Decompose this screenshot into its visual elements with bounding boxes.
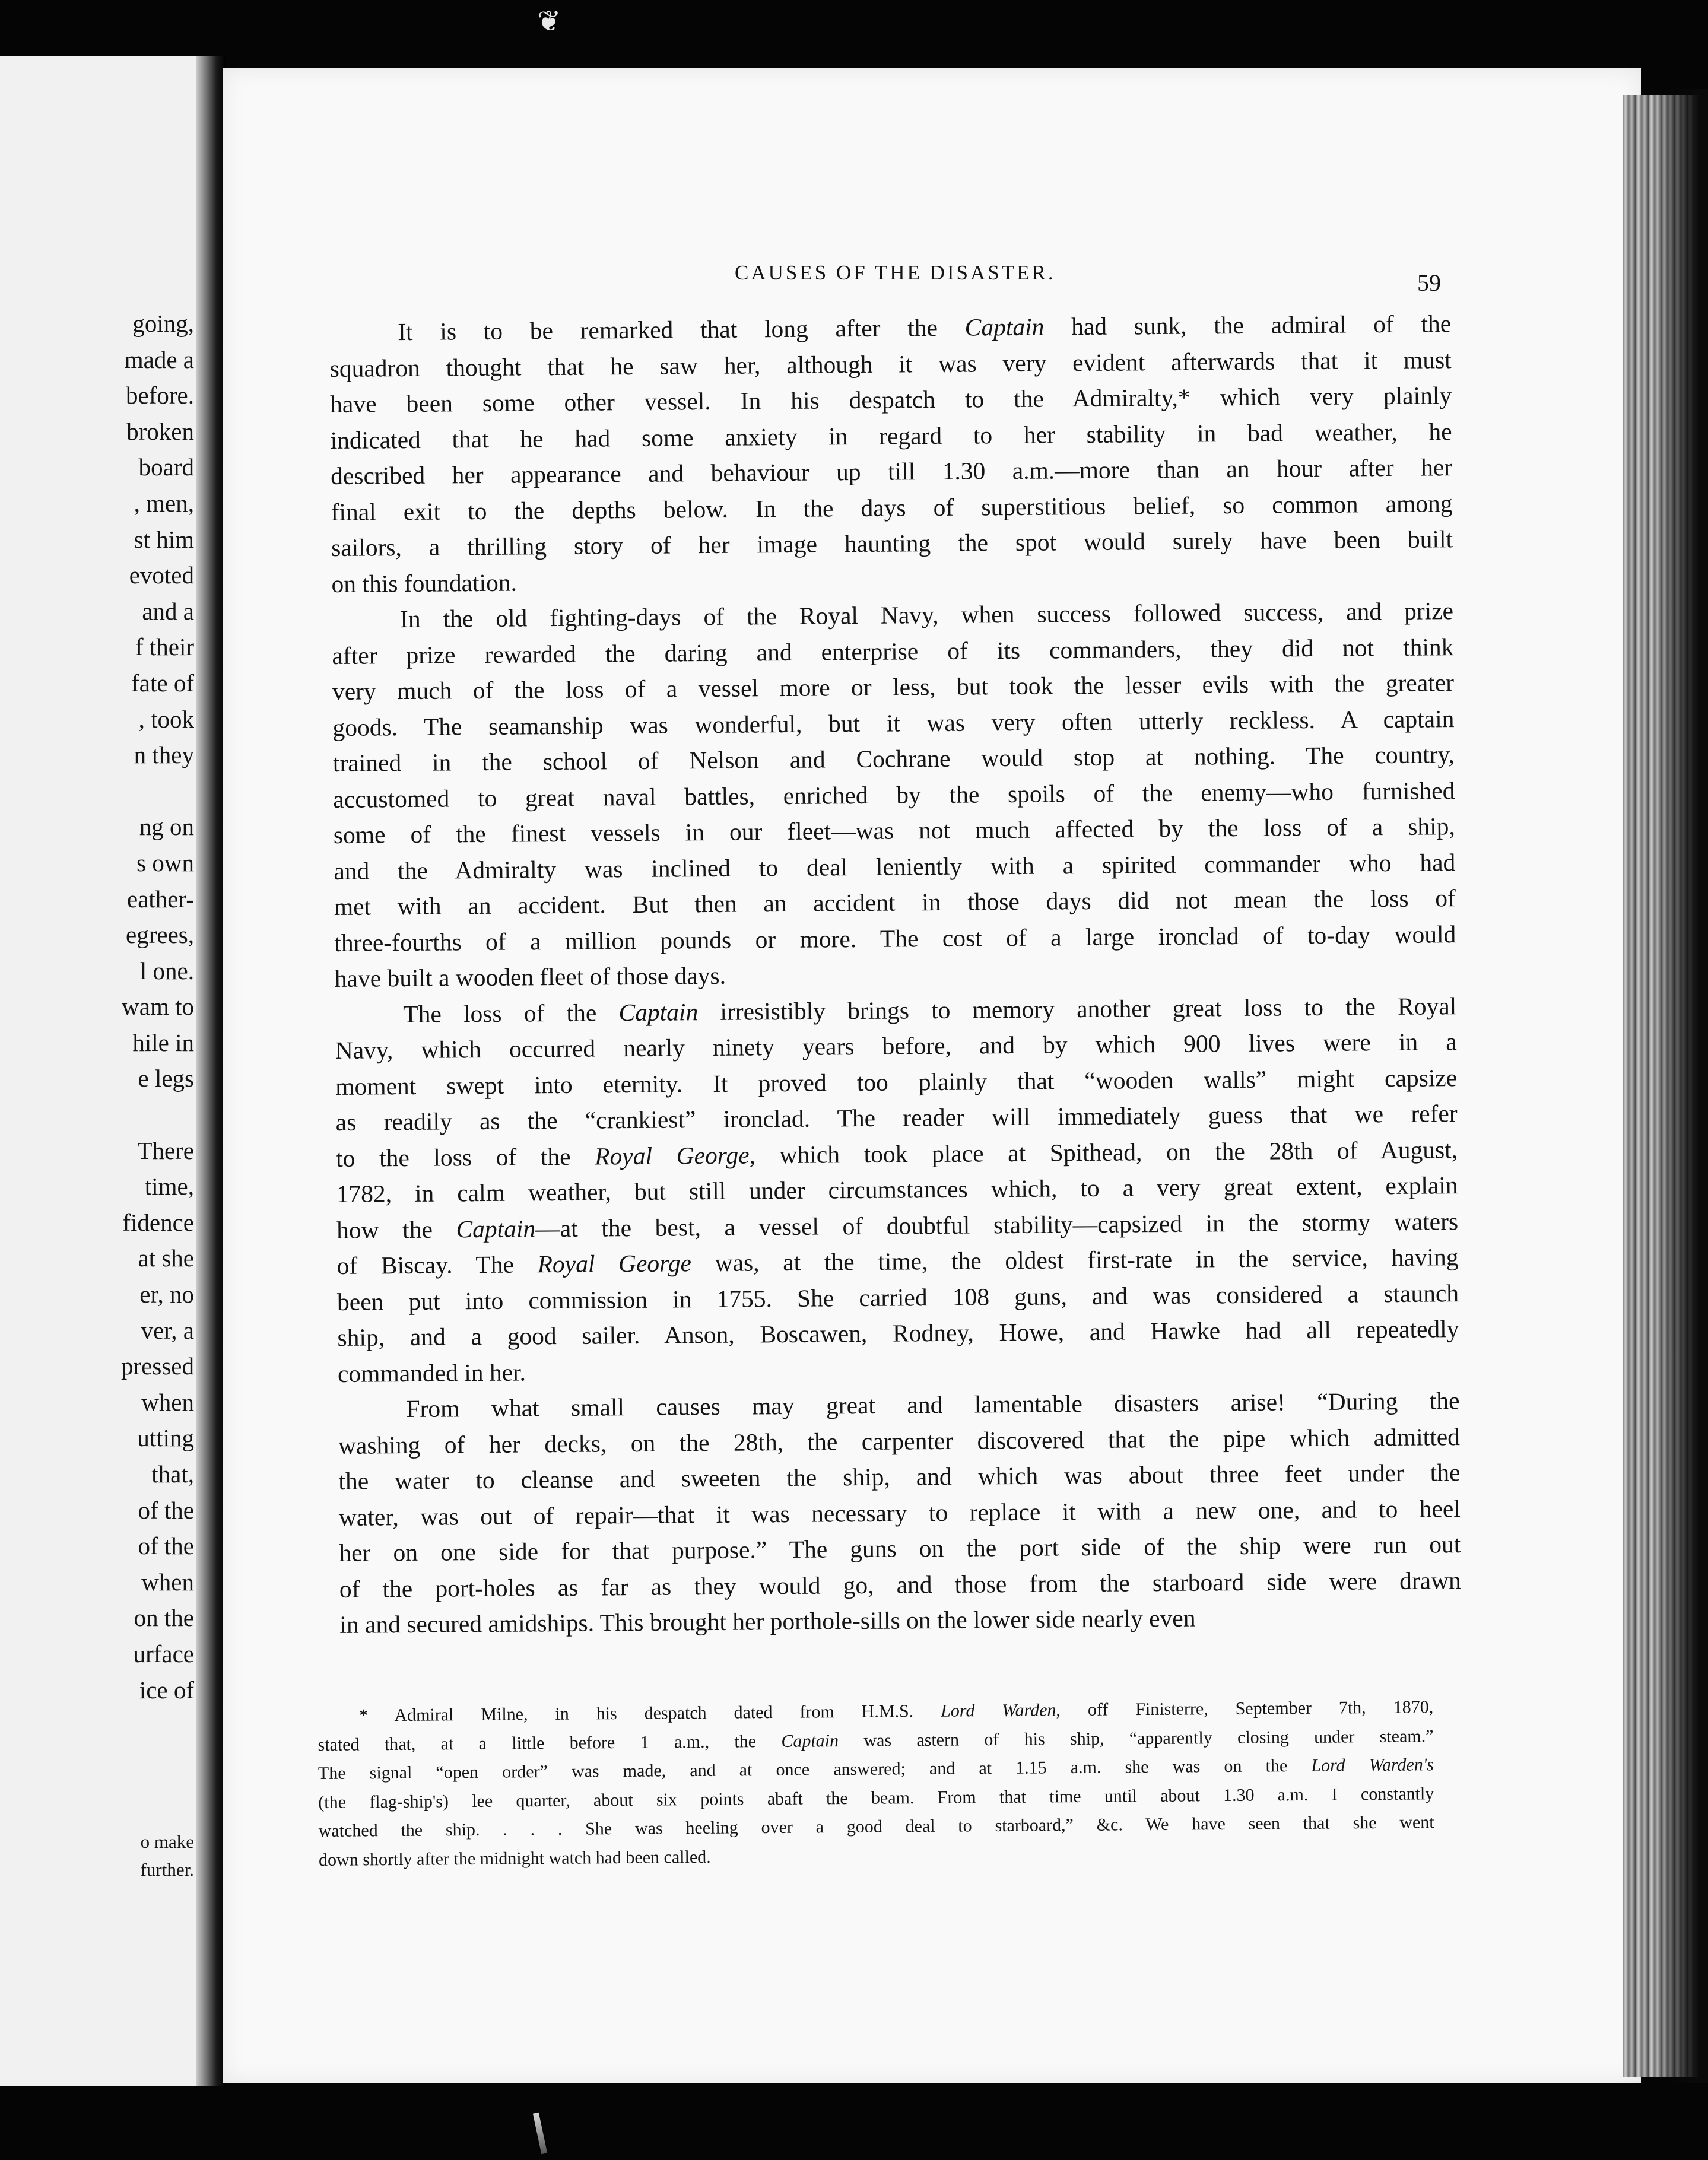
text-line: indicated that he had some anxiety in regard to her stability in bad weather, he	[330, 417, 1452, 454]
left-page-line: broken	[126, 417, 194, 445]
text-line: some of the finest vessels in our fleet—was not much affected by the loss of a ship,	[333, 812, 1456, 849]
text-line: From what small causes may great and lamentable disasters arise! “During the	[406, 1387, 1460, 1423]
footnote-line: stated that, at a little before 1 a.m., the Captain was astern of his ship, “apparently closing under steam.”	[318, 1726, 1434, 1755]
left-page-line: board	[138, 453, 194, 481]
italic-title: Captain	[618, 998, 699, 1026]
left-page-line: ver, a	[141, 1316, 194, 1344]
footnote-line: The signal “open order” was made, and at once answered; and at 1.15 a.m. she was on the Lord Warden's	[318, 1755, 1434, 1783]
left-page-line: eather-	[127, 885, 194, 913]
text-line: as readily as the “crankiest” ironclad. The reader will immediately guess that we refer	[335, 1100, 1458, 1136]
italic-title: Lord Warden's	[1311, 1755, 1434, 1775]
text-line: been put into commission in 1755. She carried 108 guns, and was considered a staunch	[336, 1279, 1459, 1316]
italic-title: Captain	[964, 313, 1045, 341]
italic-title: Captain	[781, 1730, 839, 1751]
text-line: accustomed to great naval battles, enriched by the spoils of the enemy—who furnished	[333, 776, 1455, 813]
left-page-line: , took	[138, 705, 194, 733]
italic-title: Captain	[456, 1214, 536, 1243]
text-line: water, was out of repair—that it was necessary to replace it with a new one, and to heel	[338, 1494, 1461, 1531]
left-page-line: at she	[138, 1244, 194, 1272]
left-page-line: ng on	[139, 813, 194, 841]
footnote-line: watched the ship. . . . She was heeling over a good deal to starboard,” &c. We have seen that she went	[318, 1812, 1434, 1841]
text-line: moment swept into eternity. It proved too plainly that “wooden walls” might capsize	[335, 1063, 1458, 1100]
text-line: in and secured amidships. This brought her porthole-sills on the lower side nearly even	[339, 1604, 1196, 1638]
text-line: met with an accident. But then an accident in those days did not mean the loss of	[334, 884, 1456, 920]
left-page-line: time,	[144, 1173, 194, 1200]
left-page-line: utting	[137, 1424, 194, 1452]
left-page-line: pressed	[121, 1352, 194, 1380]
paragraph	[329, 306, 1453, 602]
text-line: the water to cleanse and sweeten the ship, and which was about three feet under the	[338, 1459, 1461, 1495]
left-page-line: hile in	[132, 1028, 194, 1056]
footnote-line: * Admiral Milne, in his despatch dated from H.M.S. Lord Warden, off Finisterre, September 7th, 1870,	[359, 1697, 1434, 1726]
left-page-line: There	[137, 1136, 194, 1164]
text-line: Navy, which occurred nearly ninety years before, and by which 900 lives were in a	[335, 1028, 1457, 1064]
left-page-line: of the	[138, 1496, 194, 1524]
text-line: described her appearance and behaviour up till 1.30 a.m.—more than an hour after her	[330, 453, 1453, 490]
text-line: on this foundation.	[331, 568, 518, 598]
left-page-line: when	[141, 1568, 194, 1596]
text-line: goods. The seamanship was wonderful, but it was very often utterly reckless. A captain	[332, 704, 1455, 741]
footnote-line: (the flag-ship's) lee quarter, about six points abaft the beam. From that time until about 1.30 a.m. I constantly	[318, 1783, 1434, 1812]
left-facing-page	[0, 56, 205, 2086]
left-page-line: on the	[134, 1604, 194, 1632]
body-text	[329, 306, 1462, 1643]
text-line: and the Admiralty was inclined to deal leniently with a spirited commander who had	[334, 848, 1456, 885]
left-page-line: fate of	[131, 669, 194, 697]
left-page-line: and a	[142, 597, 194, 625]
scan-mark-top: ❦	[537, 5, 561, 38]
left-page-line: evoted	[129, 561, 194, 589]
left-page-line: egrees,	[126, 921, 194, 949]
text-line: after prize rewarded the daring and enterprise of its commanders, they did not think	[332, 633, 1454, 669]
left-page-line	[121, 1097, 194, 1133]
italic-title: Royal George	[595, 1141, 750, 1170]
text-line: to the loss of the Royal George, which took place at Spithead, on the 28th of August,	[335, 1135, 1458, 1172]
text-line: sailors, a thrilling story of her image haunting the spot would surely have been built	[331, 525, 1453, 561]
text-line: In the old fighting-days of the Royal Navy, when success followed success, and prize	[399, 597, 1454, 633]
page-edges-shadow	[1662, 89, 1708, 2083]
left-page-line: made a	[124, 345, 194, 373]
book-gutter	[196, 56, 226, 2086]
text-line: commanded in her.	[337, 1358, 526, 1387]
text-line: how the Captain—at the best, a vessel of doubtful stability—capsized in the stormy waters	[336, 1207, 1459, 1244]
paragraph	[338, 1383, 1461, 1643]
left-page-line: st him	[134, 525, 194, 553]
footnote	[318, 1693, 1434, 1875]
text-line: her on one side for that purpose.” The guns on the port side of the ship were run out	[339, 1530, 1461, 1567]
left-page-note-line: o make	[140, 1831, 194, 1852]
left-page-line: l one.	[139, 957, 194, 984]
page-number: 59	[1417, 269, 1441, 296]
left-page-line: ice of	[139, 1676, 194, 1704]
text-line: washing of her decks, on the 28th, the carpenter discovered that the pipe which admitted	[338, 1422, 1461, 1459]
text-line: have built a wooden fleet of those days.	[334, 961, 726, 992]
text-line: The loss of the Captain irresistibly brings to memory another great loss to the Royal	[403, 992, 1457, 1028]
left-page-line: f their	[135, 633, 194, 661]
text-line: of the port-holes as far as they would go, and those from the starboard side were drawn	[339, 1566, 1461, 1603]
text-line: of Biscay. The Royal George was, at the time, the oldest first-rate in the service, having	[336, 1243, 1459, 1279]
text-line: squadron thought that he saw her, although it was very evident afterwards that it must	[329, 345, 1452, 382]
footnote-line: down shortly after the midnight watch had been called.	[318, 1847, 711, 1870]
left-page-line: fidence	[122, 1208, 194, 1236]
left-page-line: n they	[134, 741, 194, 769]
running-head: CAUSES OF THE DISASTER.	[735, 261, 1056, 284]
left-page-note-line: further.	[140, 1859, 194, 1880]
left-page-line: s own	[136, 849, 194, 876]
left-page-line: going,	[132, 310, 194, 337]
left-page-line: er, no	[139, 1281, 194, 1308]
scan-mark-bottom	[533, 2113, 547, 2155]
left-page-line: e legs	[138, 1065, 194, 1092]
text-line: very much of the loss of a vessel more or less, but took the lesser evils with the greater	[332, 669, 1455, 705]
text-line: have been some other vessel. In his despatch to the Admiralty,* which very plainly	[330, 382, 1452, 418]
text-line: It is to be remarked that long after the Captain had sunk, the admiral of the	[398, 310, 1452, 346]
italic-title: Lord Warden	[941, 1700, 1056, 1721]
left-page-line: , men,	[134, 489, 194, 517]
left-page-text	[121, 306, 194, 1708]
left-page-line: wam to	[122, 993, 194, 1021]
left-page-line: when	[141, 1388, 194, 1416]
italic-title: Royal George	[537, 1249, 692, 1278]
left-page-line: urface	[133, 1640, 194, 1667]
left-page-line: before.	[126, 382, 194, 409]
left-page-line	[121, 773, 194, 809]
left-page-line: of the	[138, 1532, 194, 1560]
text-line: trained in the school of Nelson and Cochrane would stop at nothing. The country,	[332, 741, 1455, 777]
paragraph	[332, 593, 1456, 996]
left-page-line: that,	[151, 1460, 194, 1488]
text-line: final exit to the depths below. In the days of superstitious belief, so common among	[331, 489, 1453, 526]
left-page-footnote	[141, 1828, 194, 1883]
paragraph	[335, 988, 1459, 1392]
text-line: 1782, in calm weather, but still under circumstances which, to a very great extent, explain	[336, 1171, 1458, 1208]
text-line: ship, and a good sailer. Anson, Boscawen, Rodney, Howe, and Hawke had all repeatedly	[337, 1315, 1459, 1351]
text-line: three-fourths of a million pounds or more. The cost of a large ironclad of to-day would	[334, 920, 1456, 957]
